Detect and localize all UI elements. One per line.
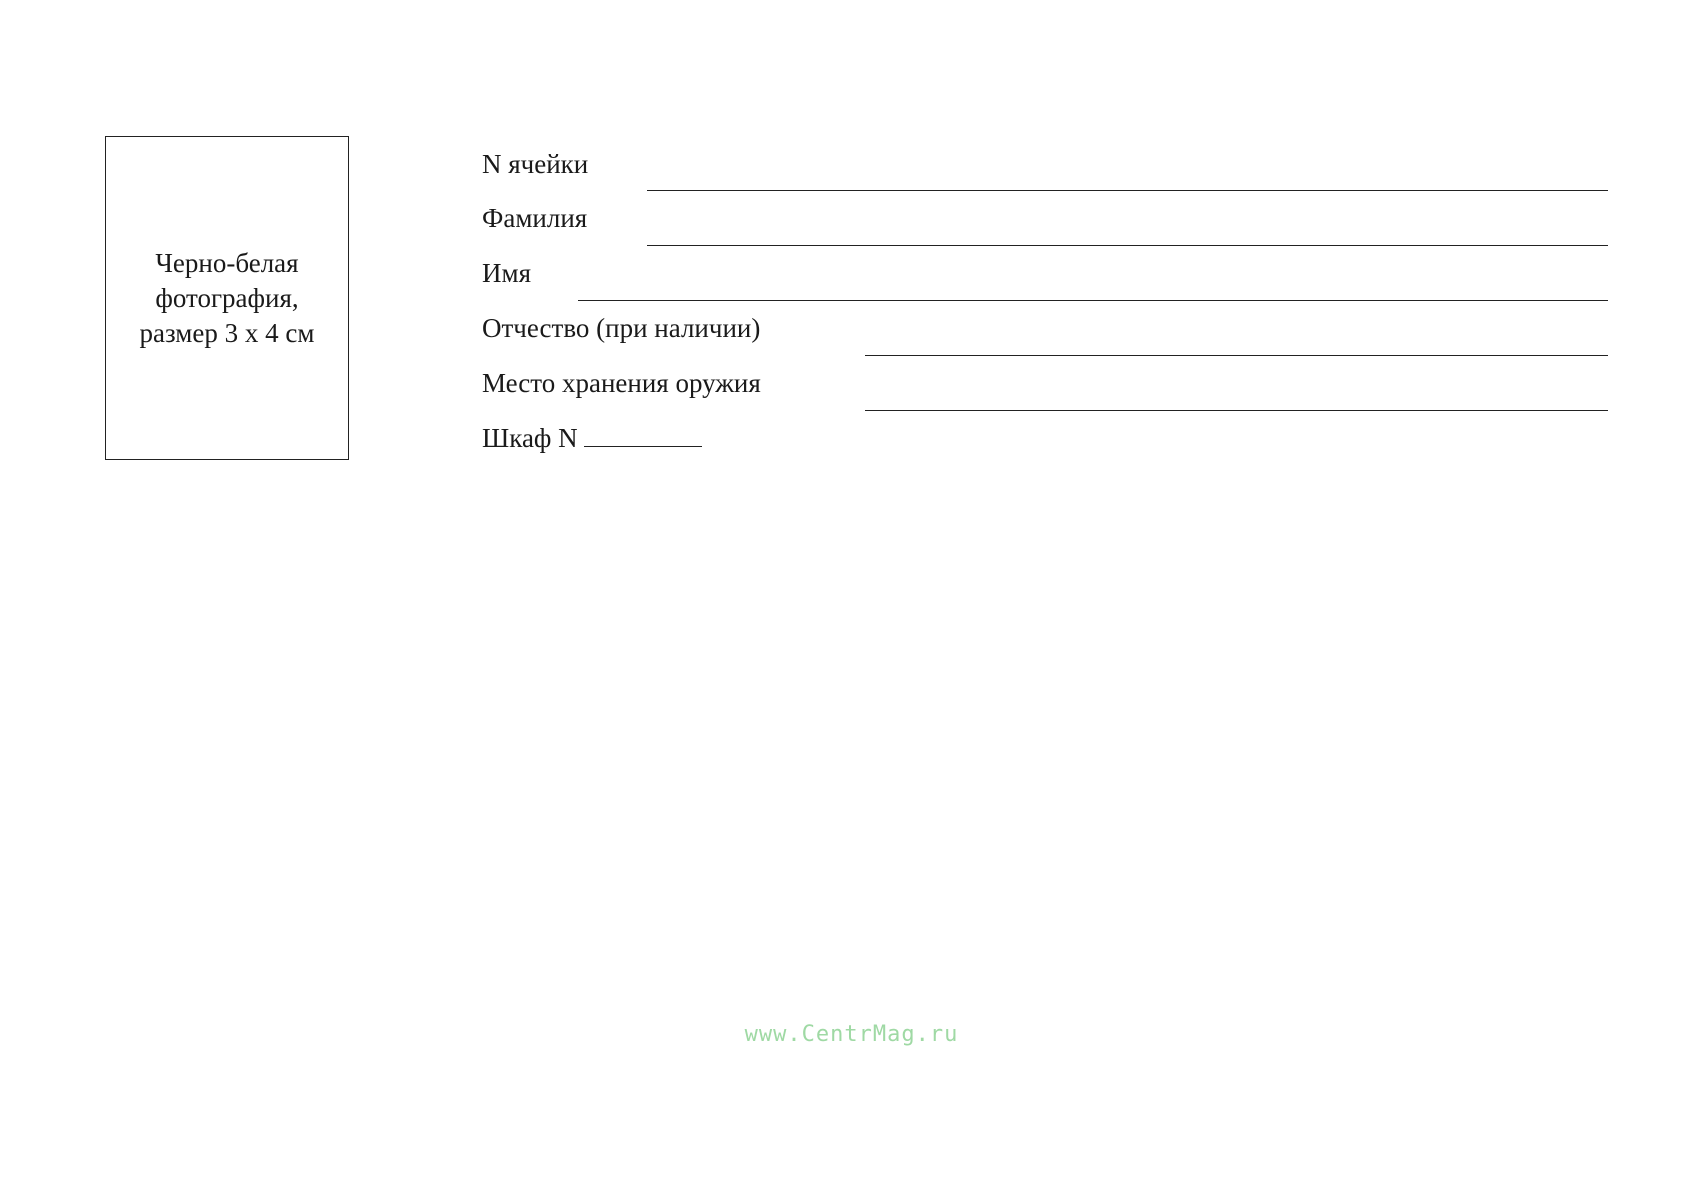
patronymic-line[interactable] — [865, 355, 1608, 356]
photo-caption-line-2: фотография, — [155, 282, 299, 313]
watermark: www.CentrMag.ru — [744, 1022, 959, 1047]
name-line[interactable] — [578, 300, 1608, 301]
storage-place-label: Место хранения оружия — [482, 368, 761, 398]
cabinet-field — [482, 422, 702, 454]
cabinet-label: Шкаф N — [482, 423, 578, 453]
cell-number-line[interactable] — [647, 190, 1608, 191]
cabinet-number-line[interactable] — [584, 446, 702, 447]
surname-label: Фамилия — [482, 203, 588, 233]
surname-line[interactable] — [647, 245, 1608, 246]
name-label: Имя — [482, 258, 532, 288]
patronymic-label: Отчество (при наличии) — [482, 313, 761, 343]
storage-place-line[interactable] — [865, 410, 1608, 411]
photo-caption-line-1: Черно-белая — [155, 247, 299, 278]
cell-number-label: N ячейки — [482, 149, 589, 179]
photo-caption-line-3: размер 3 х 4 см — [139, 317, 315, 348]
photo-caption — [130, 246, 325, 351]
photo-placeholder — [105, 136, 349, 460]
